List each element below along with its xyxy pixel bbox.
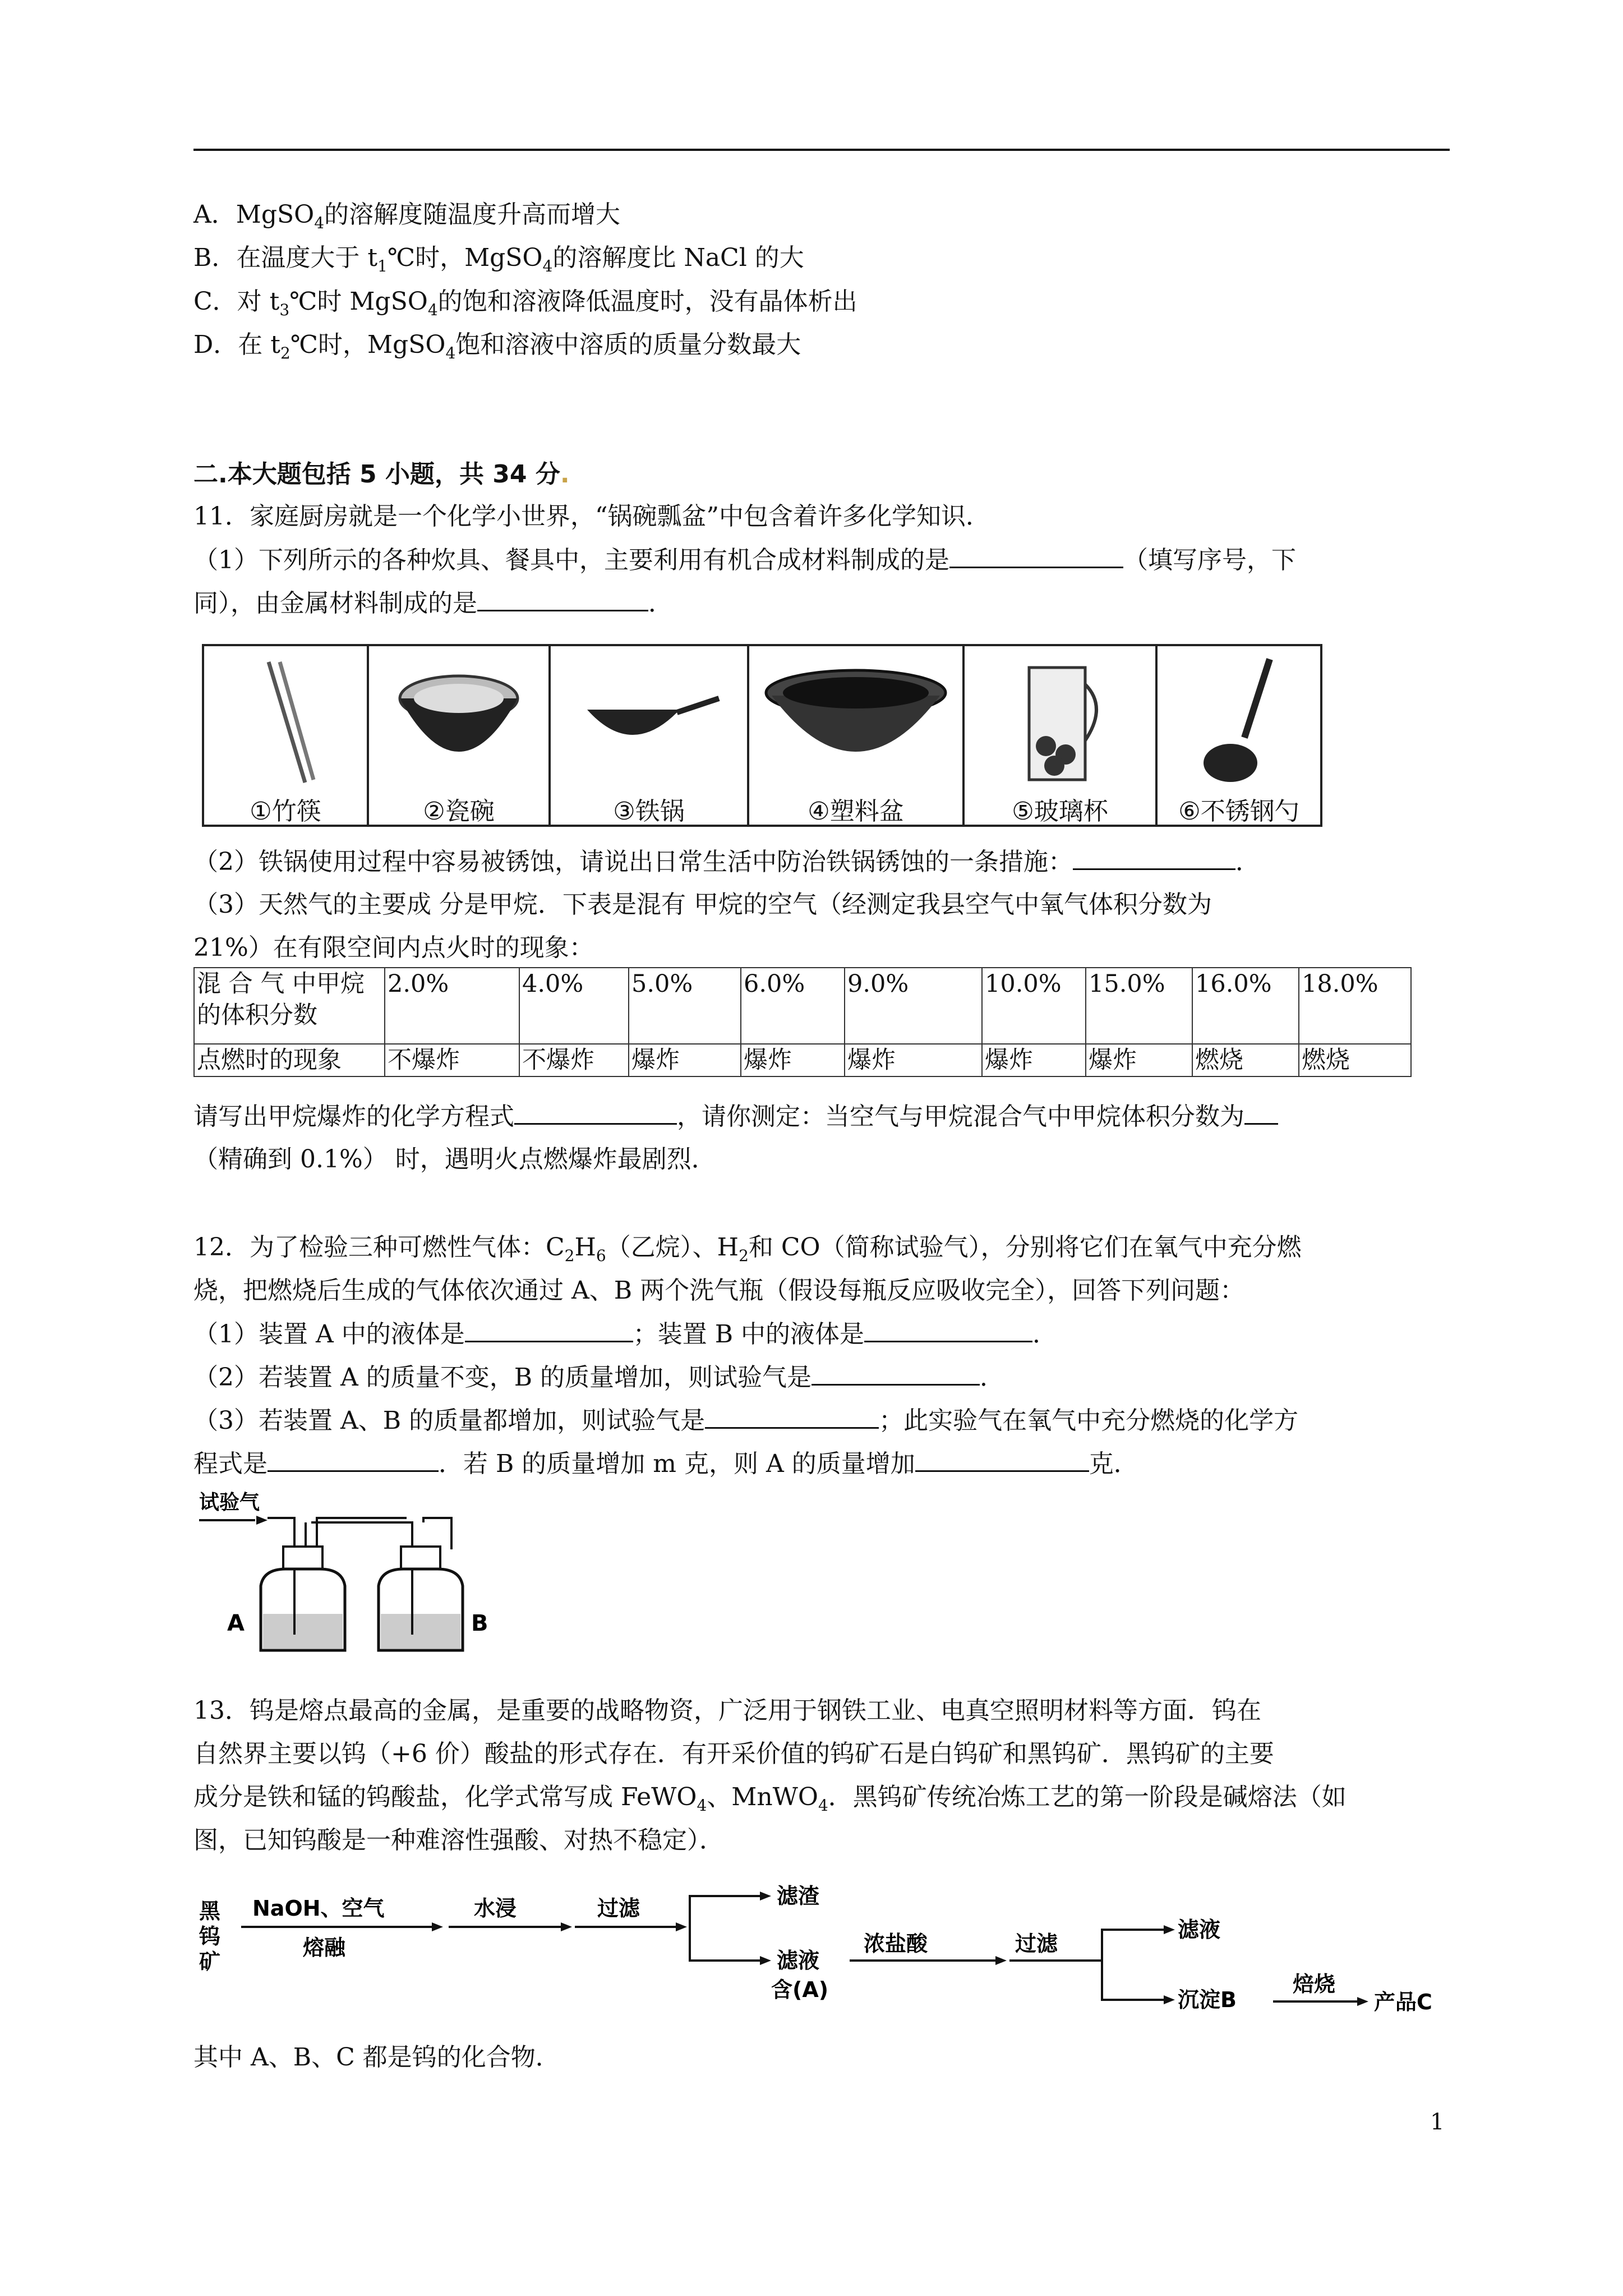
flow-step: 过滤 bbox=[1015, 1931, 1058, 1956]
tableware-cell bbox=[963, 645, 1156, 826]
flow-residue: 滤渣 bbox=[777, 1885, 820, 1908]
methane-header: 混 合 气 中甲烷 的体积分数 bbox=[194, 968, 385, 1044]
flow-step: 水浸 bbox=[474, 1896, 517, 1921]
header-rule bbox=[193, 149, 1450, 151]
spoon-icon bbox=[1191, 654, 1287, 788]
flow-reagent: NaOH、空气 bbox=[252, 1896, 385, 1921]
methane-value: 10.0% bbox=[982, 968, 1086, 1044]
flow-start: 黑 bbox=[199, 1899, 221, 1924]
flow-step: 过滤 bbox=[597, 1896, 640, 1921]
methane-phenomenon: 爆炸 bbox=[741, 1044, 845, 1076]
q11-part1-line2: 同），由金属材料制成的是 ． bbox=[193, 587, 673, 619]
q12-part3-line2: 程式是 ．若 B 的质量增加 m 克，则 A 的质量增加 克． bbox=[193, 1448, 1138, 1480]
methane-phenomenon: 不爆炸 bbox=[519, 1044, 629, 1076]
q13-line3: 成分是铁和锰的钨酸盐，化学式常写成 FeWO$_4$、MnWO$_4$．黑钨矿传统冶炼工艺的第一阶段是碱熔法（如 bbox=[193, 1783, 1347, 1815]
arrow-head-icon bbox=[1357, 1997, 1368, 2006]
q11-part4-line2: （精确到 0.1%） 时，遇明火点燃爆炸最剧烈． bbox=[193, 1145, 716, 1174]
wash-bottle-figure bbox=[193, 1488, 496, 1662]
flow-product: 产品C bbox=[1374, 1990, 1432, 2014]
arrow-head-icon bbox=[1164, 1925, 1175, 1934]
methane-phenomenon: 燃烧 bbox=[1299, 1044, 1411, 1076]
stopper-b bbox=[401, 1547, 440, 1569]
q12-part3-line1: （3）若装置 A、B 的质量都增加，则试验气是 ；此实验气在氧气中充分燃烧的化学方 bbox=[193, 1405, 1298, 1437]
tableware-cell bbox=[203, 645, 368, 826]
q12-part2: （2）若装置 A 的质量不变，B 的质量增加，则试验气是 ． bbox=[193, 1361, 1004, 1393]
methane-value: 9.0% bbox=[845, 968, 982, 1044]
tableware-label: ②瓷碗 bbox=[423, 797, 495, 826]
q11-part4-line1: 请写出甲烷爆炸的化学方程式 ，请你测定：当空气与甲烷混合气中甲烷体积分数为 bbox=[193, 1101, 1278, 1133]
page-number: 1 bbox=[1430, 2109, 1445, 2135]
stopper-a bbox=[283, 1547, 322, 1569]
methane-phenomenon: 爆炸 bbox=[629, 1044, 741, 1076]
option-a: A．MgSO$_4$的溶解度随温度升高而增大 bbox=[193, 200, 621, 232]
q11-part3-line1: （3）天然气的主要成 分是甲烷．下表是混有 甲烷的空气（经测定我县空气中氧气体积分数为 bbox=[193, 890, 1212, 919]
methane-phenomenon: 爆炸 bbox=[1086, 1044, 1192, 1076]
arrow-head-icon bbox=[995, 1956, 1007, 1965]
arrow-head-icon bbox=[1164, 1995, 1175, 2004]
flow-precipitate: 沉淀B bbox=[1178, 1987, 1237, 2012]
tableware-cell bbox=[1156, 645, 1321, 826]
arrow-head-icon bbox=[676, 1922, 687, 1931]
wok-icon bbox=[576, 682, 722, 760]
arrow-head-icon bbox=[561, 1922, 572, 1931]
q13-line1: 13．钨是熔点最高的金属，是重要的战略物资，广泛用于钢铁工业、电真空照明材料等方面．钨在 bbox=[193, 1696, 1261, 1725]
figure-label-gas: 试验气 bbox=[199, 1491, 260, 1514]
flow-condition: 焙烧 bbox=[1293, 1972, 1336, 1996]
chopsticks-icon bbox=[252, 656, 319, 785]
arrow-head-icon bbox=[432, 1922, 443, 1931]
methane-value: 6.0% bbox=[741, 968, 845, 1044]
liquid-a bbox=[263, 1614, 343, 1649]
q12-line2: 烧，把燃烧后生成的气体依次通过 A、B 两个洗气瓶（假设每瓶反应吸收完全），回答下列问题： bbox=[193, 1276, 1245, 1305]
methane-value: 5.0% bbox=[629, 968, 741, 1044]
q13-line2: 自然界主要以钨（+6 价）酸盐的形式存在．有开采价值的钨矿石是白钨矿和黑钨矿．黑钨矿的主要 bbox=[193, 1740, 1274, 1768]
process-flowchart-tail bbox=[1273, 1969, 1464, 2025]
arrow-head-icon bbox=[760, 1892, 771, 1901]
methane-phenomenon: 燃烧 bbox=[1192, 1044, 1299, 1076]
figure-label-a: A bbox=[227, 1611, 245, 1636]
tableware-cell bbox=[550, 645, 748, 826]
methane-value: 16.0% bbox=[1192, 968, 1299, 1044]
methane-table bbox=[193, 967, 1412, 1077]
methane-value: 4.0% bbox=[519, 968, 629, 1044]
q13-tail: 其中 A、B、C 都是钨的化合物． bbox=[193, 2043, 560, 2072]
tableware-label: ⑥不锈钢勺 bbox=[1178, 797, 1299, 826]
glass-cup-icon bbox=[1012, 656, 1108, 785]
tableware-label: ③铁锅 bbox=[613, 797, 685, 826]
liquid-b bbox=[381, 1614, 460, 1649]
flow-start: 钨 bbox=[199, 1924, 221, 1949]
option-c: C．对 $t_3℃$时 MgSO$_4$的饱和溶液降低温度时，没有晶体析出 bbox=[193, 287, 857, 319]
methane-phenomenon: 不爆炸 bbox=[385, 1044, 519, 1076]
q13-line4: 图，已知钨酸是一种难溶性强酸、对热不稳定）． bbox=[193, 1826, 724, 1855]
tableware-label: ⑤玻璃杯 bbox=[1012, 797, 1108, 826]
section-title: 二.本大题包括 5 小题，共 34 分. bbox=[193, 460, 570, 489]
tableware-label: ①竹筷 bbox=[250, 797, 321, 826]
q11-part3-line2: 21%）在有限空间内点火时的现象： bbox=[193, 933, 594, 962]
methane-phenomenon: 爆炸 bbox=[845, 1044, 982, 1076]
flow-start: 矿 bbox=[199, 1949, 221, 1974]
option-b: B．在温度大于 $t_1℃$时，MgSO$_4$的溶解度比 NaCl 的大 bbox=[193, 243, 804, 275]
q12-line1: 12．为了检验三种可燃性气体：$C_2H_6$（乙烷）、$H_2$和 CO（简称试验气），分别将它们在氧气中充分燃 bbox=[193, 1233, 1302, 1265]
tableware-table bbox=[202, 644, 1322, 827]
tableware-cell bbox=[368, 645, 550, 826]
flow-filtrate: 含(A) bbox=[771, 1977, 829, 2002]
q11-part1-line1: （1）下列所示的各种炊具、餐具中，主要利用有机合成材料制成的是 （填写序号，下 bbox=[193, 544, 1296, 576]
q12-part1: （1）装置 A 中的液体是 ；装置 B 中的液体是 ． bbox=[193, 1318, 1057, 1350]
option-d: D．在 $t_2℃$时，MgSO$_4$饱和溶液中溶质的质量分数最大 bbox=[193, 330, 801, 362]
flow-condition: 熔融 bbox=[303, 1935, 346, 1960]
flow-reagent: 浓盐酸 bbox=[864, 1931, 928, 1956]
q11-intro: 11．家庭厨房就是一个化学小世界，“锅碗瓢盆”中包含着许多化学知识． bbox=[193, 502, 990, 531]
methane-value: 18.0% bbox=[1299, 968, 1411, 1044]
basin-icon bbox=[760, 662, 951, 780]
q11-part2: （2）铁锅使用过程中容易被锈蚀，请说出日常生活中防治铁锅锈蚀的一条措施： ． bbox=[193, 846, 1260, 878]
flow-filtrate: 滤液 bbox=[1178, 1917, 1221, 1942]
methane-value: 15.0% bbox=[1086, 968, 1192, 1044]
bowl-icon bbox=[391, 665, 526, 777]
flow-filtrate: 滤液 bbox=[777, 1948, 820, 1973]
figure-label-b: B bbox=[471, 1611, 488, 1636]
arrow-head-icon bbox=[760, 1956, 771, 1965]
arrow-head-icon bbox=[256, 1516, 268, 1525]
tableware-cell bbox=[748, 645, 963, 826]
process-flowchart bbox=[193, 1885, 1304, 2047]
methane-row-label: 点燃时的现象 bbox=[194, 1044, 385, 1076]
tableware-label: ④塑料盆 bbox=[808, 797, 904, 826]
methane-phenomenon: 爆炸 bbox=[982, 1044, 1086, 1076]
methane-value: 2.0% bbox=[385, 968, 519, 1044]
